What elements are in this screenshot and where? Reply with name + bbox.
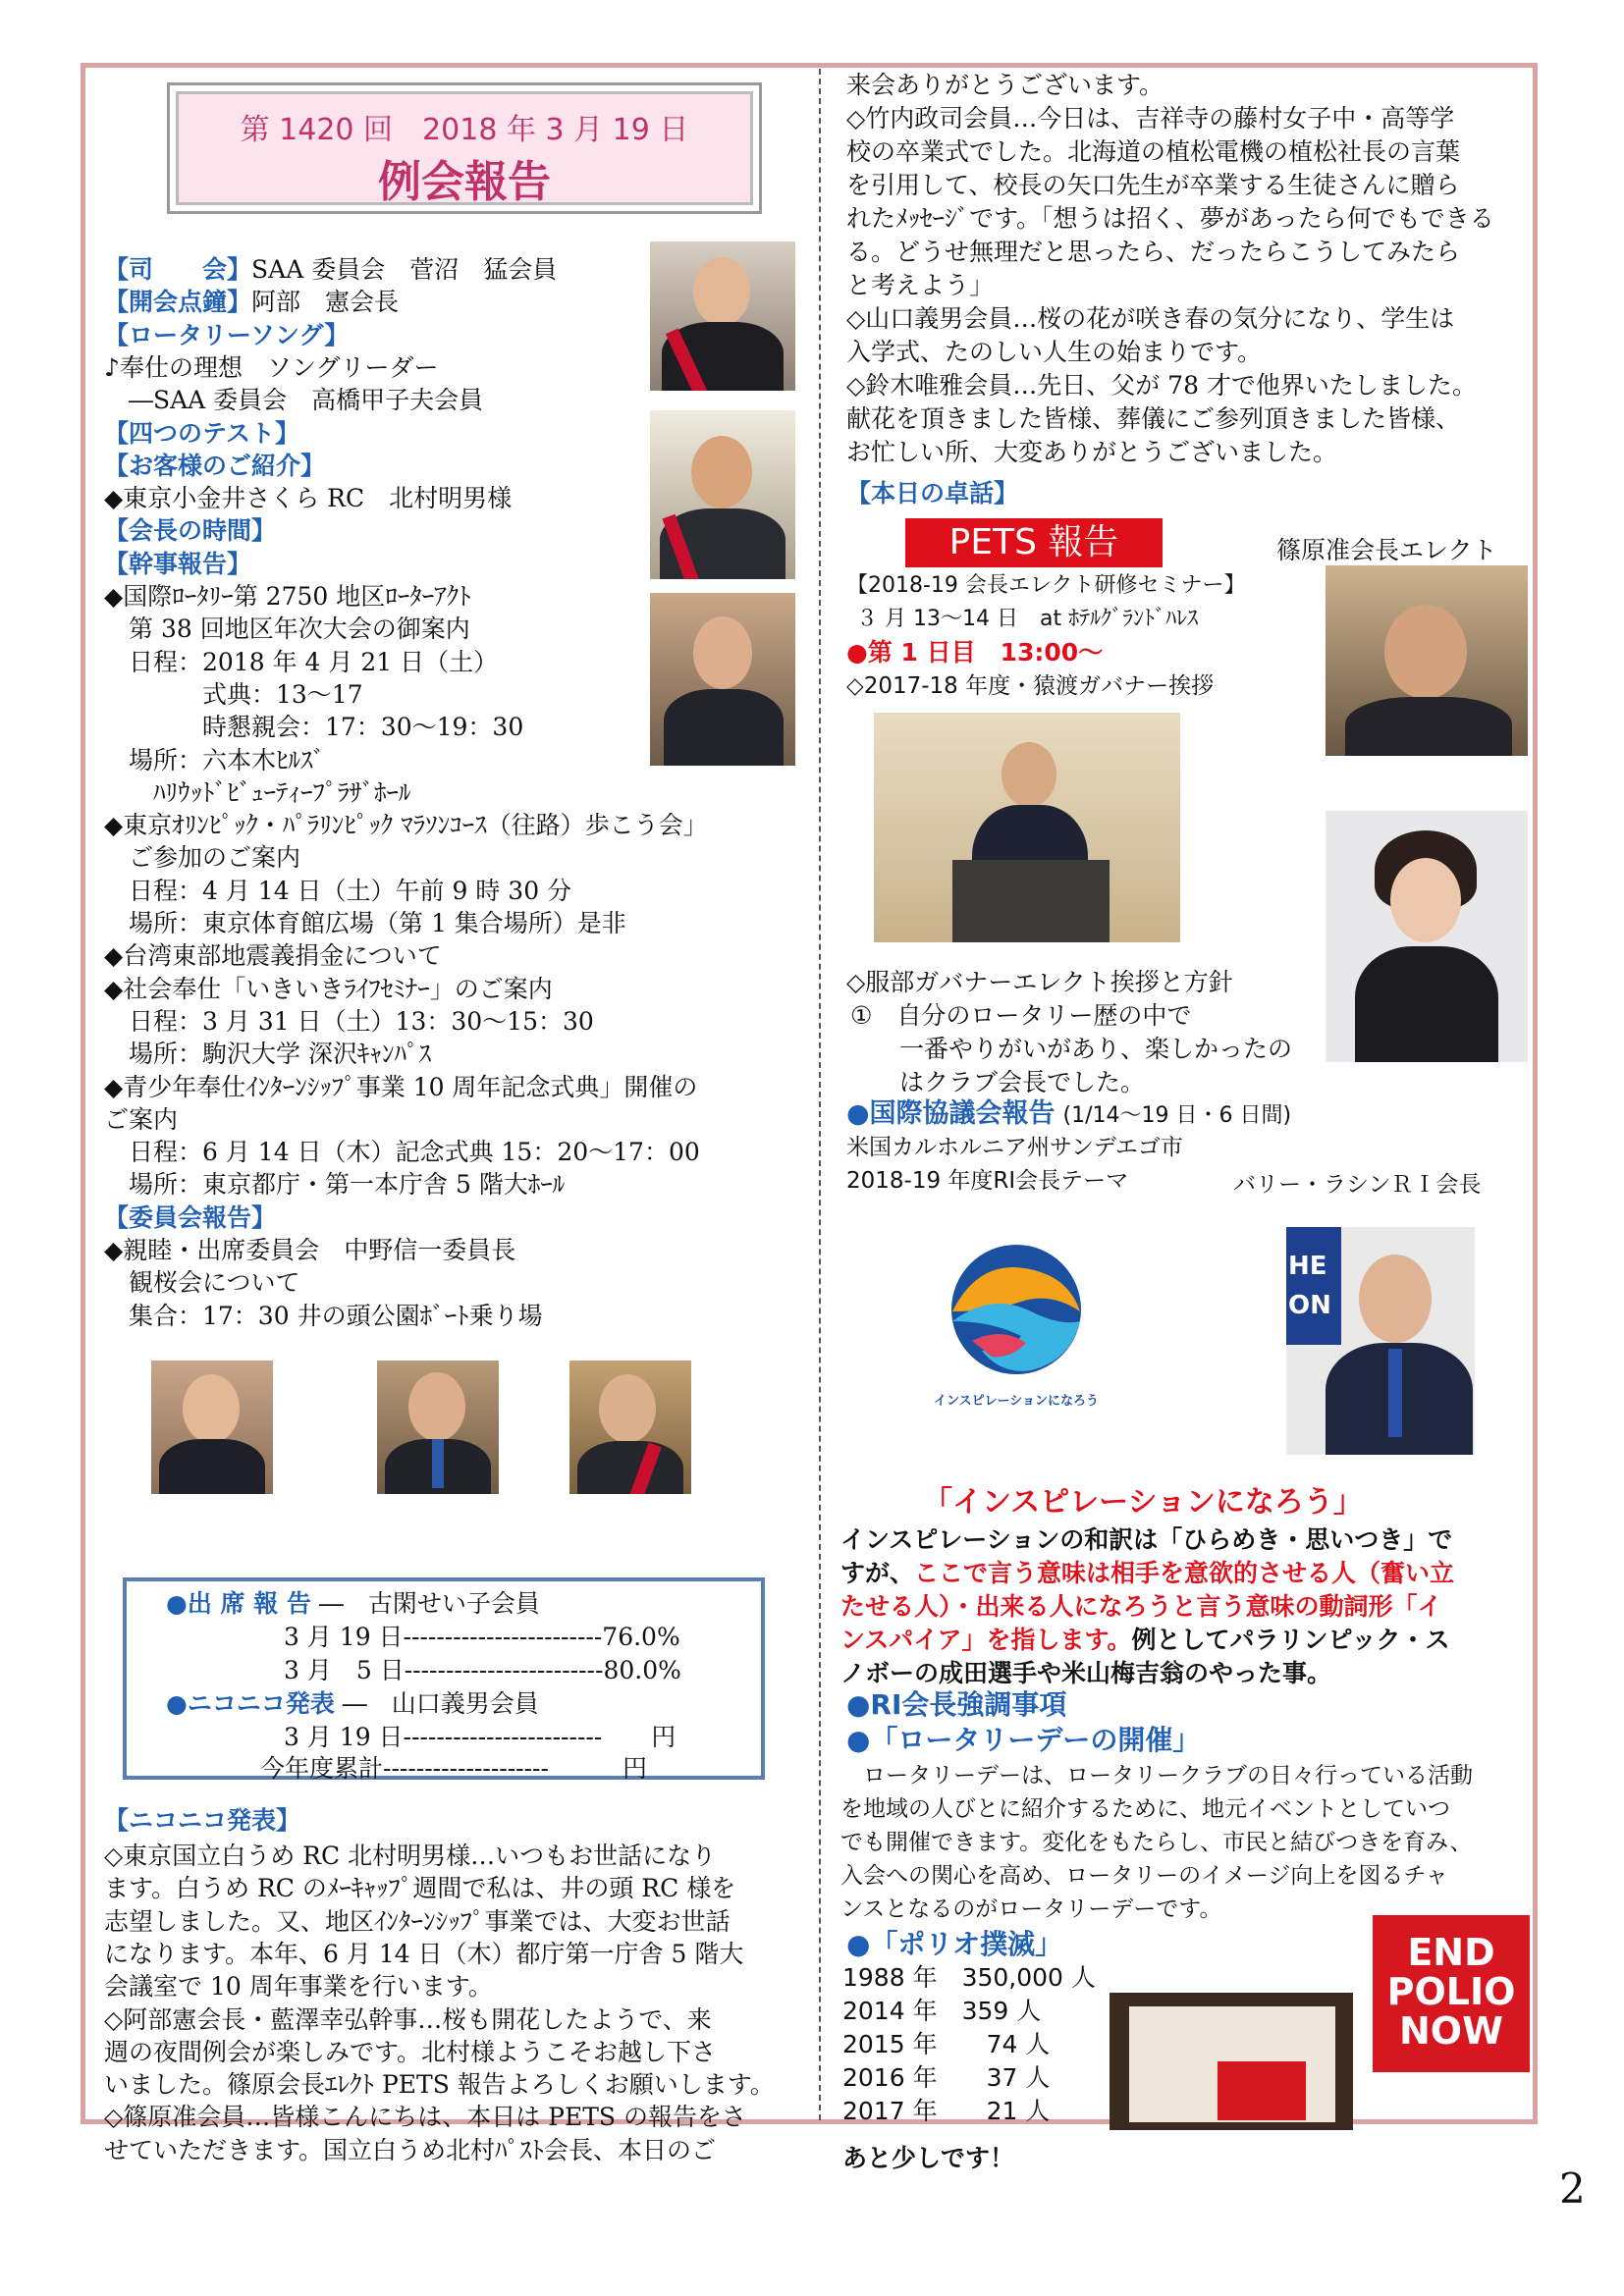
text-line: ◇阿部憲会長・藍澤幸弘幹事…桜も開花したようで、来 (104, 2004, 712, 2034)
line-text: ◆親睦・出席委員会 中野信一委員長 (104, 1236, 516, 1264)
photo-governor (874, 713, 1180, 942)
line-text: ♪奉仕の理想 ソングリーダー (104, 352, 439, 382)
left-column-line (104, 482, 512, 515)
text-line: 志望しました。又、地区ｲﾝﾀｰﾝｼｯﾌﾟ事業では、大変お世話 (104, 1906, 731, 1936)
left-column-line (104, 253, 557, 287)
text-line: 校の卒業式でした。北海道の植松電機の植松社長の言葉 (846, 137, 1461, 166)
photo-song-leader (650, 410, 795, 579)
line-text: 場所：六本木ﾋﾙｽﾞ (104, 745, 326, 774)
text-line: と考えよう」 (846, 271, 995, 299)
line-text: 日程：3 月 31 日（土）13：30～15：30 (104, 1006, 594, 1036)
text-line: 2015 年 74 人 (842, 2030, 1051, 2058)
left-column-line (104, 646, 498, 679)
line-text: 観桜会について (104, 1268, 300, 1298)
left-column-line (104, 1201, 276, 1235)
photo-pets-speaker (1326, 565, 1528, 756)
left-column-line (104, 450, 325, 483)
title-box (167, 82, 762, 214)
section-label: 【お客様のご紹介】 (104, 451, 326, 480)
inspiration-highlight: ンスパイア」を指します。 (840, 1626, 1132, 1654)
text-line: る。どうせ無理だと思ったら、だったらこうしてみたら (846, 238, 1461, 266)
text-line: ンスとなるのがロータリーデーです。 (840, 1896, 1222, 1922)
line-text: ◆青少年奉仕ｲﾝﾀｰﾝｼｯﾌﾟ事業 10 周年記念式典」開催の (104, 1072, 698, 1101)
line-text: ◆国際ﾛｰﾀﾘｰ第 2750 地区ﾛｰﾀｰｱｸﾄ (104, 582, 471, 611)
line-text: ◆東京小金井さくら RC 北村明男様 (104, 484, 513, 513)
column-divider (819, 69, 821, 2120)
line-text: ◆台湾東部地震義捐金について (104, 941, 442, 971)
policy-item: はクラブ会長でした。 (850, 1068, 1146, 1096)
section-label: 【会長の時間】 (104, 516, 277, 546)
left-column-line (104, 1071, 697, 1104)
inspiration-heading: 「インスピレーションになろう」 (923, 1485, 1363, 1520)
rotary-day-heading: ●「ロータリーデーの開催」 (846, 1724, 1201, 1756)
seminar-title: 【2018-19 会長エレクト研修セミナー】 (846, 573, 1246, 598)
ri-president-name: バリー・ラシンＲＩ会長 (1233, 1172, 1482, 1198)
photo-committee-2 (377, 1361, 499, 1494)
polio-heading: ●「ポリオ撲滅」 (846, 1928, 1063, 1960)
text-line: ◇山口義男会員…桜の花が咲き春の気分になり、学生は (846, 304, 1455, 333)
end-polio-word: POLIO (1386, 1970, 1516, 2013)
policy-item: ① 自分のロータリー歴の中で (850, 1001, 1192, 1030)
left-column-line (104, 1103, 178, 1137)
attendance-row: 3 月 5 日------------------------80.0% (284, 1656, 681, 1684)
text-line: になります。本年、6 月 14 日（木）都庁第一庁舎 5 階大 (104, 1939, 744, 1968)
text-line: ◇東京国立白うめ RC 北村明男様…いつもお世話になり (104, 1842, 717, 1870)
line-text: 集合：17：30 井の頭公園ﾎﾞｰﾄ乗り場 (104, 1301, 543, 1330)
photo-committee-1 (151, 1361, 273, 1494)
polio-closing: あと少しです！ (842, 2144, 1015, 2172)
left-column-line (104, 1005, 594, 1039)
left-column-line (104, 580, 471, 614)
photo-committee-3 (569, 1361, 691, 1494)
nikoniko-heading: ●ニコニコ発表 (166, 1689, 335, 1718)
left-column-line (104, 1136, 700, 1169)
text-line: 2016 年 37 人 (842, 2063, 1051, 2092)
section-label: 【司 会】 (104, 255, 252, 284)
line-text: 場所：東京体育館広場（第 1 集合場所）是非 (104, 909, 626, 937)
line-text: ﾊﾘｳｯﾄﾞﾋﾞｭｰﾃｨｰﾌﾟﾗｻﾞﾎｰﾙ (104, 777, 411, 807)
line-text: 日程：6 月 14 日（木）記念式典 15：20～17：00 (104, 1138, 700, 1167)
text-line: 入会への関心を高め、ロータリーのイメージ向上を図るチャ (840, 1863, 1448, 1889)
text-line: を地域の人びとに紹介するために、地元イベントとしていつ (840, 1796, 1450, 1822)
logo-caption: インスピレーションになろう (933, 1394, 1100, 1409)
left-column-line (104, 1168, 565, 1201)
line-text: 場所：東京都庁・第一本庁舎 5 階大ﾎｰﾙ (104, 1170, 566, 1200)
intl-assembly-place: 米国カルホルニア州サンデエゴ市 (846, 1135, 1183, 1160)
nikoniko-section-heading: 【ニコニコ発表】 (104, 1806, 301, 1835)
inspiration-text: すが、 (840, 1559, 915, 1587)
inspiration-text: インスピレーションの和訳は「ひらめき・思いつき」で (840, 1525, 1453, 1554)
text-line: 献花を頂きました皆様、葬儀にご参列頂きました皆様、 (846, 404, 1461, 433)
text-line: ◇竹内政司会員…今日は、吉祥寺の藤村女子中・高等学 (846, 104, 1455, 133)
left-column-line (104, 548, 251, 581)
line-text: ご参加のご案内 (104, 843, 301, 873)
left-column-line (104, 351, 438, 385)
left-column-line (104, 319, 349, 352)
day1-heading: ●第 1 日目 13:00～ (846, 638, 1104, 667)
photo-polio-slide (1110, 1993, 1353, 2130)
inspiration-text: 例としてパラリンピック・ス (1131, 1626, 1450, 1654)
intl-assembly-heading: ●国際協議会報告 (846, 1098, 1056, 1129)
left-column-line (104, 678, 363, 712)
page-title: 例会報告 (378, 157, 551, 207)
text-line: 会議室で 10 周年事業を行います。 (104, 1972, 493, 2002)
line-text: ―SAA 委員会 高橋甲子夫会員 (104, 386, 484, 415)
seminar-dates: ３ 月 13～14 日 at ﾎﾃﾙｸﾞﾗﾝﾄﾞﾊﾚｽ (856, 607, 1199, 631)
text-line: れたﾒｯｾｰｼﾞです。「想うは招く、夢があったら何でもできる (846, 204, 1494, 233)
section-label: 【開会点鐘】 (104, 288, 252, 317)
inspiration-highlight: ここで言う意味は相手を意欲的させる人（奮い立 (914, 1559, 1455, 1587)
line-text: ◆社会奉仕「いきいきﾗｲﾌｾﾐﾅｰ」のご案内 (104, 974, 553, 1003)
line-text: 第 38 回地区年次大会の御案内 (104, 614, 470, 644)
left-column-line (104, 875, 571, 908)
left-column-line (104, 809, 708, 842)
left-column-line (104, 1234, 515, 1267)
text-line: ます。白うめ RC のﾒｰｷｬｯﾌﾟ週間で私は、井の頭 RC 様を (104, 1874, 736, 1903)
end-polio-word: END (1407, 1931, 1495, 1974)
left-column-line (104, 613, 470, 646)
text-line: ◇篠原准会員…皆様こんにちは、本日は PETS の報告をさ (104, 2103, 746, 2132)
photo-president (650, 241, 795, 391)
text-line: ロータリーデーは、ロータリークラブの日々行っている活動 (840, 1763, 1473, 1789)
text-line: せていただきます。国立白うめ北村ﾊﾟｽﾄ会長、本日のご (104, 2135, 717, 2164)
left-column-line (104, 776, 411, 810)
speaker-name: 篠原准会長エレクト (1276, 536, 1497, 564)
left-column-line (104, 939, 442, 973)
text-line: を引用して、校長の矢口先生が卒業する生徒さんに贈ら (846, 171, 1460, 199)
line-text: 阿部 憲会長 (251, 288, 400, 317)
policy-item: 一番やりがいがあり、楽しかったの (850, 1035, 1293, 1063)
end-polio-now-logo (1373, 1915, 1530, 2072)
line-text: 式典：13～17 (104, 679, 363, 709)
section-label: 【委員会報告】 (104, 1202, 277, 1232)
line-text: 日程：2018 年 4 月 21 日（土） (104, 647, 499, 676)
ri-emphasis-heading: ●RI会長強調事項 (846, 1688, 1067, 1721)
pets-banner: PETS 報告 (905, 518, 1163, 567)
page-number: 2 (1559, 2164, 1586, 2213)
governor-elect-greeting: ◇服部ガバナーエレクト挨拶と方針 (846, 968, 1233, 996)
section-label: 【幹事報告】 (104, 549, 252, 578)
left-column-line (104, 286, 399, 319)
text-line: いました。篠原会長ｴﾚｸﾄ PETS 報告よろしくお願いします。 (104, 2070, 775, 2100)
ri-theme-logo (923, 1233, 1110, 1419)
text-line: 1988 年 350,000 人 (842, 1963, 1096, 1992)
inspiration-highlight: たせる人）・出来る人になろうと言う意味の動詞形「イ (840, 1592, 1442, 1621)
text-line: 入学式、たのしい人生の始まりです。 (846, 338, 1263, 366)
meeting-date: 第 1420 回 2018 年 3 月 19 日 (240, 113, 689, 147)
text-line: ◇鈴木唯雅会員…先日、父が 78 才で他界いたしました。 (846, 371, 1477, 400)
nikoniko-row: 3 月 19 日------------------------ 円 (284, 1723, 677, 1751)
left-column-line (104, 841, 300, 875)
governor-greeting: ◇2017-18 年度・猿渡ガバナー挨拶 (846, 673, 1215, 699)
line-text: 日程：4 月 14 日（土）午前 9 時 30 分 (104, 876, 572, 905)
photo-guest (650, 593, 795, 766)
line-text: SAA 委員会 菅沼 猛会員 (251, 255, 558, 284)
text-line: 2014 年 359 人 (842, 1997, 1042, 2025)
intl-assembly-dates: (1/14～19 日・6 日間) (1062, 1103, 1292, 1128)
left-column-line (104, 1038, 431, 1071)
attendance-row: 3 月 19 日------------------------76.0% (284, 1623, 680, 1651)
attendance-reporter: ― 古閑せい子会員 (318, 1589, 540, 1618)
text-line: お忙しい所、大変ありがとうございました。 (846, 438, 1338, 466)
banner-text: HE ON (1288, 1252, 1331, 1320)
left-column-line (104, 1266, 300, 1300)
line-text: ご案内 (104, 1104, 179, 1134)
section-label: 【四つのテスト】 (104, 418, 300, 448)
photo-ri-president (1286, 1227, 1475, 1455)
left-column-line (104, 711, 523, 744)
text-line: 週の夜間例会が楽しみです。北村様ようこそお越し下さ (104, 2037, 717, 2066)
attendance-heading: ●出 席 報 告 (166, 1589, 311, 1618)
end-polio-word: NOW (1398, 2009, 1504, 2053)
nikoniko-reporter: ― 山口義男会員 (342, 1689, 539, 1718)
attendance-box (123, 1577, 765, 1783)
line-text: 場所：駒沢大学 深沢ｷｬﾝﾊﾟｽ (104, 1040, 431, 1069)
inspiration-text: ノボーの成田選手や米山梅吉翁のやった事。 (840, 1659, 1332, 1687)
line-text: 時懇親会：17：30～19：30 (104, 713, 524, 742)
nikoniko-row: 今年度累計-------------------- 円 (260, 1754, 647, 1783)
left-column-line (104, 907, 626, 940)
line-text: ◆東京ｵﾘﾝﾋﾟｯｸ・ﾊﾟﾗﾘﾝﾋﾟｯｸ ﾏﾗｿﾝｺｰｽ（往路）歩こう会」 (104, 811, 708, 840)
section-label: 【ロータリーソング】 (104, 320, 350, 349)
photo-governor-elect (1326, 811, 1528, 1062)
left-column-line (104, 744, 325, 777)
left-column-line (104, 1300, 543, 1333)
speech-heading: 【本日の卓話】 (846, 479, 1019, 507)
ri-theme-label: 2018-19 年度RI会長テーマ (846, 1168, 1129, 1194)
left-column-line (104, 514, 276, 548)
text-line: でも開催できます。変化をもたらし、市民と結びつきを育み、 (840, 1830, 1473, 1855)
left-column-line (104, 417, 299, 451)
text-line: 来会ありがとうございます。 (846, 71, 1164, 99)
text-line: 2017 年 21 人 (842, 2097, 1051, 2125)
left-column-line (104, 973, 553, 1006)
left-column-line (104, 384, 483, 417)
